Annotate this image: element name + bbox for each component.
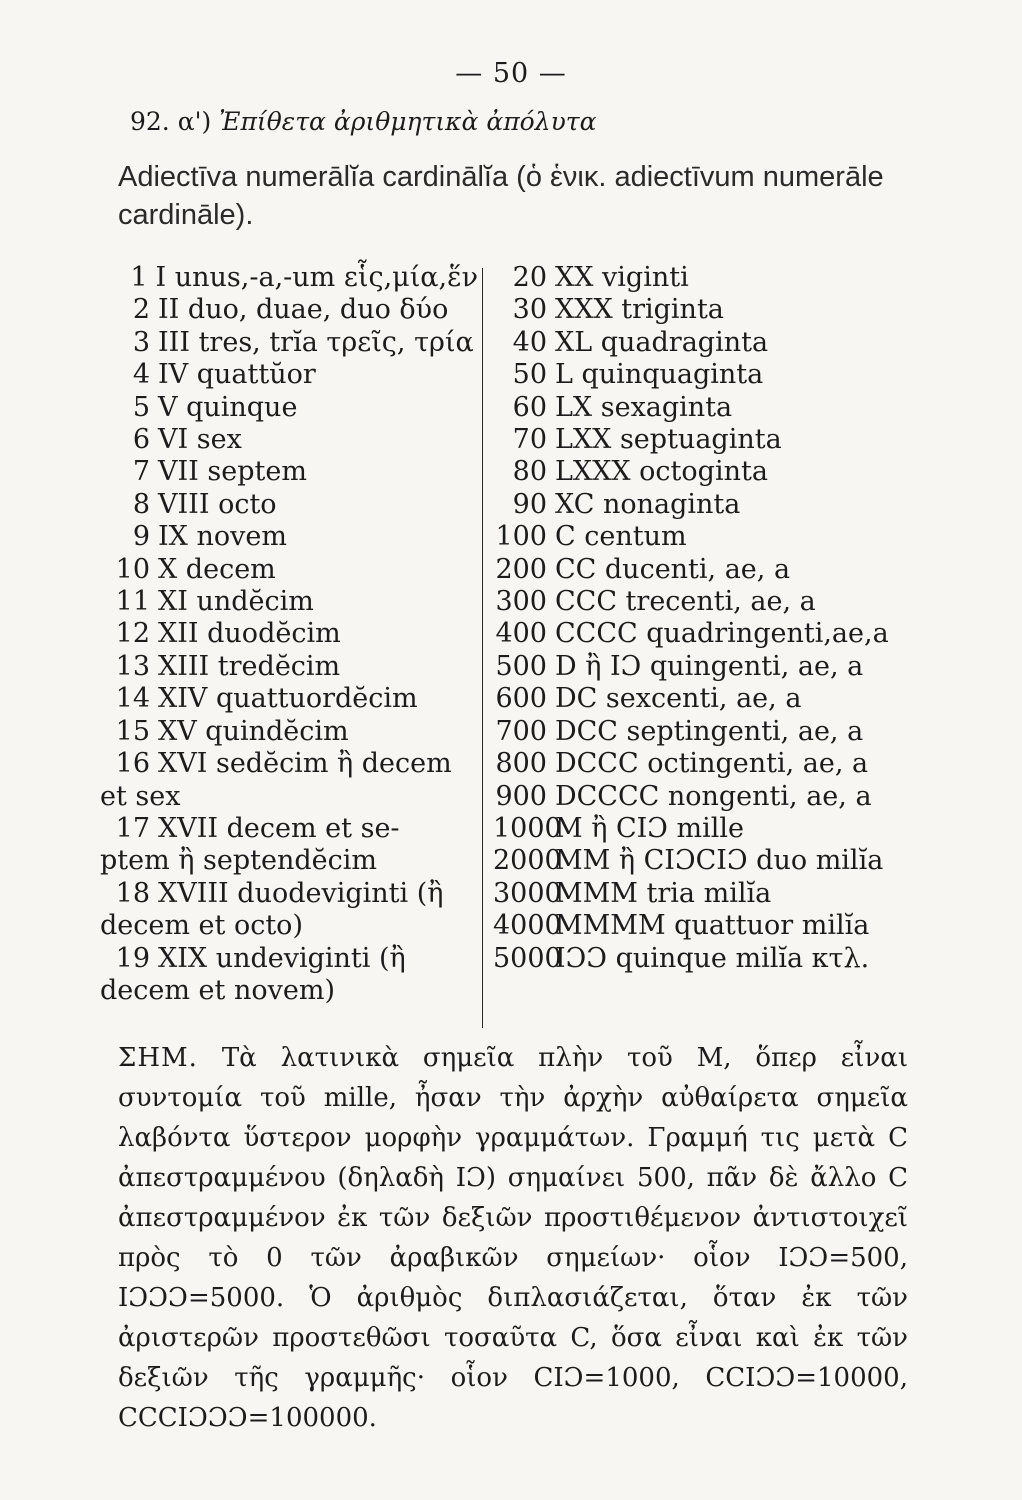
numeral-row bbox=[100, 651, 478, 683]
arabic-number: 600 bbox=[495, 683, 547, 715]
numeral-row bbox=[100, 813, 478, 845]
arabic-number: 6 bbox=[132, 424, 150, 456]
numeral-row bbox=[493, 359, 923, 391]
numeral-text: DC sexcenti, ae, a bbox=[555, 683, 802, 715]
arabic-number: 40 bbox=[512, 326, 547, 358]
numeral-row bbox=[100, 716, 478, 748]
numeral-text: VII septem bbox=[158, 456, 307, 488]
numeral-text: XC nonaginta bbox=[555, 488, 741, 520]
numeral-text: V quinque bbox=[158, 391, 298, 423]
arabic-number: 20 bbox=[512, 262, 547, 293]
arabic-number: 2000 bbox=[493, 845, 562, 877]
arabic-number: 400 bbox=[495, 618, 547, 650]
arabic-number: 5 bbox=[132, 391, 150, 423]
numeral-row bbox=[493, 683, 923, 715]
numeral-row bbox=[100, 618, 478, 650]
numeral-row bbox=[100, 489, 478, 521]
left-column bbox=[100, 262, 478, 1007]
numeral-continuation: et sex bbox=[100, 780, 181, 812]
right-column bbox=[493, 262, 923, 975]
arabic-number: 800 bbox=[495, 748, 547, 780]
numeral-text: VIII octo bbox=[158, 488, 277, 520]
numeral-text: XVII decem et se- bbox=[158, 812, 400, 844]
numeral-row bbox=[493, 910, 923, 942]
column-divider bbox=[482, 268, 483, 1028]
arabic-number: 60 bbox=[512, 391, 547, 423]
numeral-text: MM ἢ CIƆCIƆ duo milĭa bbox=[555, 845, 884, 877]
arabic-number: 13 bbox=[115, 650, 150, 682]
numeral-row bbox=[100, 456, 478, 488]
numeral-text: XV quindĕcim bbox=[158, 715, 349, 747]
arabic-number: 15 bbox=[115, 715, 150, 747]
numeral-text: DCCC octingenti, ae, a bbox=[555, 748, 869, 780]
numeral-text: IX novem bbox=[158, 521, 287, 553]
section-heading bbox=[130, 107, 597, 136]
numeral-row bbox=[493, 943, 923, 975]
page-number: — 50 — bbox=[455, 58, 567, 89]
numeral-row bbox=[100, 359, 478, 391]
arabic-number: 19 bbox=[115, 942, 150, 974]
numeral-text: XL quadraginta bbox=[555, 326, 769, 358]
numeral-text: D ἢ IƆ quingenti, ae, a bbox=[555, 650, 864, 682]
numeral-row bbox=[493, 748, 923, 780]
numeral-text: X decem bbox=[158, 553, 276, 585]
arabic-number: 90 bbox=[512, 488, 547, 520]
numeral-row bbox=[100, 748, 478, 780]
arabic-number: 10 bbox=[115, 553, 150, 585]
numeral-text: I unus,-a,-um εἷς,μία,ἕν bbox=[155, 262, 478, 293]
numeral-row bbox=[100, 262, 478, 294]
numeral-row bbox=[493, 327, 923, 359]
arabic-number: 100 bbox=[495, 521, 547, 553]
arabic-number: 70 bbox=[512, 424, 547, 456]
numeral-text: IƆƆ quinque milĭa κτλ. bbox=[555, 942, 870, 974]
section-title: Ἐπίθετα ἀριθμητικὰ ἀπόλυτα bbox=[219, 107, 597, 136]
numeral-text: XII duodĕcim bbox=[158, 618, 341, 650]
arabic-number: 50 bbox=[512, 359, 547, 391]
arabic-number: 2 bbox=[132, 294, 150, 326]
arabic-number: 16 bbox=[115, 748, 150, 780]
numeral-text: XVI sedĕcim ἢ decem bbox=[158, 748, 452, 780]
numeral-text: CCC trecenti, ae, a bbox=[555, 586, 816, 618]
numeral-continuation: decem et octo) bbox=[100, 910, 303, 942]
numeral-text: XIII tredĕcim bbox=[158, 650, 341, 682]
numeral-row bbox=[493, 456, 923, 488]
numeral-row bbox=[100, 586, 478, 618]
numeral-text: VI sex bbox=[158, 424, 242, 456]
numeral-text: XXX triginta bbox=[555, 294, 724, 326]
arabic-number: 8 bbox=[132, 488, 150, 520]
numeral-continuation: decem et novem) bbox=[100, 974, 335, 1006]
arabic-number: 7 bbox=[132, 456, 150, 488]
numeral-row bbox=[100, 294, 478, 326]
numeral-text: DCCCC nongenti, ae, a bbox=[555, 780, 872, 812]
arabic-number: 30 bbox=[512, 294, 547, 326]
numeral-row bbox=[493, 716, 923, 748]
numeral-row bbox=[493, 521, 923, 553]
numeral-row bbox=[493, 651, 923, 683]
section-number: 92. α') bbox=[130, 107, 212, 136]
numeral-row bbox=[100, 554, 478, 586]
numeral-text: LX sexaginta bbox=[555, 391, 733, 423]
note-text: Τὰ λατινικὰ σημεῖα πλὴν τοῦ M, ὅπερ εἶναι συντομία τοῦ mille, ἦσαν τὴν ἀρχὴν αὐθαίρετα σημεῖα λαβόντα ὕστερον μορφὴν γραμμάτων. Γραμμή τις μετὰ C ἀπεστραμμένου (δηλαδὴ IƆ) σημαίνει 500, πᾶν δὲ ἄλλο C ἀπεστραμμένον ἐκ τῶν δεξιῶν προστιθέμενον ἀντιστοιχεῖ πρὸς τὸ 0 τῶν ἀραβικῶν σημείων· οἷον IƆƆ=500, IƆƆƆ=5000. Ὁ ἀριθμὸς διπλασιάζεται, ὅταν ἐκ τῶν ἀριστερῶν προστεθῶσι τοσαῦτα C, ὅσα εἶναι καὶ ἐκ τῶν δεξιῶν τῆς γραμμῆς· οἷον CIƆ=1000, CCIƆƆ=10000, CCCIƆƆƆ=100000. bbox=[118, 1043, 909, 1433]
arabic-number: 700 bbox=[495, 715, 547, 747]
numeral-text: M ἢ CIƆ mille bbox=[555, 812, 745, 844]
arabic-number: 5000 bbox=[493, 942, 562, 974]
numeral-text: III tres, trĭa τρεῖς, τρία bbox=[158, 326, 474, 358]
arabic-number: 3000 bbox=[493, 877, 562, 909]
numeral-row bbox=[493, 845, 923, 877]
numeral-row bbox=[100, 424, 478, 456]
numeral-row bbox=[493, 878, 923, 910]
numeral-row bbox=[493, 813, 923, 845]
arabic-number: 18 bbox=[115, 877, 150, 909]
arabic-number: 1 bbox=[130, 262, 148, 293]
numeral-text: C centum bbox=[555, 521, 687, 553]
numeral-row bbox=[100, 392, 478, 424]
note-paragraph bbox=[118, 1038, 908, 1438]
numeral-continuation: ptem ἢ septendĕcim bbox=[100, 845, 378, 877]
arabic-number: 1000 bbox=[493, 812, 562, 844]
numeral-row bbox=[493, 294, 923, 326]
numeral-row bbox=[100, 878, 478, 910]
numeral-row bbox=[493, 424, 923, 456]
numeral-text: MMM tria milĭa bbox=[555, 877, 772, 909]
intro-paragraph: Adiectīva numerālĭa cardinālĭa (ὁ ἑνικ. adiectīvum numerāle cardināle). bbox=[118, 161, 884, 231]
numeral-text: XI undĕcim bbox=[158, 586, 314, 618]
numeral-row bbox=[100, 327, 478, 359]
numeral-row bbox=[493, 781, 923, 813]
numeral-row bbox=[493, 618, 923, 650]
numeral-text: XIX undeviginti (ἢ bbox=[158, 942, 406, 974]
numeral-text: LXXX octoginta bbox=[555, 456, 768, 488]
arabic-number: 11 bbox=[115, 586, 150, 618]
arabic-number: 4000 bbox=[493, 910, 562, 942]
arabic-number: 500 bbox=[495, 650, 547, 682]
numeral-row bbox=[493, 262, 923, 294]
numeral-text: L quinquaginta bbox=[555, 359, 764, 391]
numeral-text: XX viginti bbox=[555, 262, 689, 293]
numeral-text: CC ducenti, ae, a bbox=[555, 553, 791, 585]
numeral-text: MMMM quattuor milĭa bbox=[555, 910, 870, 942]
numeral-text: DCC septingenti, ae, a bbox=[555, 715, 864, 747]
numeral-text: LXX septuaginta bbox=[555, 424, 782, 456]
numeral-row bbox=[493, 554, 923, 586]
arabic-number: 300 bbox=[495, 586, 547, 618]
arabic-number: 3 bbox=[132, 326, 150, 358]
arabic-number: 4 bbox=[132, 359, 150, 391]
numeral-row bbox=[493, 489, 923, 521]
arabic-number: 900 bbox=[495, 780, 547, 812]
arabic-number: 14 bbox=[115, 683, 150, 715]
numeral-row bbox=[100, 521, 478, 553]
arabic-number: 80 bbox=[512, 456, 547, 488]
numeral-text: IV quattŭor bbox=[158, 359, 316, 391]
numeral-row bbox=[493, 586, 923, 618]
arabic-number: 17 bbox=[115, 812, 150, 844]
numeral-text: II duo, duae, duo δύο bbox=[158, 294, 449, 326]
note-label: ΣΗΜ. bbox=[118, 1043, 198, 1073]
numeral-row bbox=[100, 943, 478, 975]
numeral-text: XVIII duodeviginti (ἢ bbox=[158, 877, 444, 909]
numeral-text: XIV quattuordĕcim bbox=[158, 683, 418, 715]
numeral-text: CCCC quadringenti,ae,a bbox=[555, 618, 889, 650]
numeral-row bbox=[100, 683, 478, 715]
numeral-row bbox=[493, 392, 923, 424]
arabic-number: 200 bbox=[495, 553, 547, 585]
arabic-number: 9 bbox=[132, 521, 150, 553]
arabic-number: 12 bbox=[115, 618, 150, 650]
